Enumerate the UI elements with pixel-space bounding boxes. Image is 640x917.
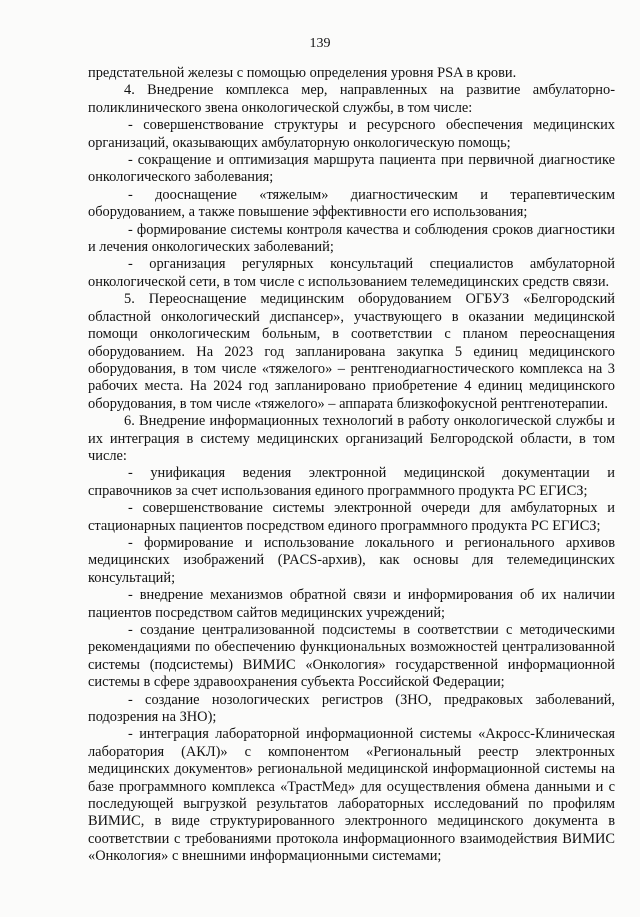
list-item: - создание нозологических регистров (ЗНО, предраковых заболеваний, подозрения на ЗНО);	[88, 691, 615, 726]
list-item: - дооснащение «тяжелым» диагностическим и терапевтическим оборудованием, а также повышение эффективности его использования;	[88, 186, 615, 221]
paragraph: 4. Внедрение комплекса мер, направленных на развитие амбулаторно-поликлинического звена онкологической службы, в том числе:	[88, 82, 615, 116]
list-item: - совершенствование системы электронной очереди для амбулаторных и стационарных пациентов посредством единого программного продукта РС ЕГИСЗ;	[88, 500, 615, 534]
list-item: - формирование системы контроля качества и соблюдения сроков диагностики и лечения онкологических заболеваний;	[88, 221, 615, 256]
list-item: - формирование и использование локального и регионального архивов медицинских изображений (PACS-архив), как основы для телемедицинских консультаций;	[88, 534, 615, 586]
list-item: - унификация ведения электронной медицинской документации и справочников за счет использования единого программного продукта РС ЕГИСЗ;	[88, 465, 615, 499]
document-body	[88, 65, 615, 866]
list-item: - внедрение механизмов обратной связи и информирования об их наличии пациентов посредством сайтов медицинских учреждений;	[88, 587, 615, 621]
list-item: - организация регулярных консультаций специалистов амбулаторной онкологической сети, в том числе с использованием телемедицинских средств связи.	[88, 256, 615, 290]
page-number: 139	[309, 36, 331, 51]
list-item: - создание централизованной подсистемы в соответствии с методическими рекомендациями по обеспечению функциональных возможностей централизованной системы (подсистемы) ВИМИС «Онкология» государственной информационной системы в сфере здравоохранения субъекта Российской Федерации;	[88, 622, 615, 691]
paragraph: 6. Внедрение информационных технологий в работу онкологической службы и их интеграция в систему медицинских организаций Белгородской области, в том числе:	[88, 413, 615, 464]
paragraph: предстательной железы с помощью определения уровня PSA в крови.	[88, 65, 517, 81]
list-item: - интеграция лабораторной информационной системы «Акросс-Клиническая лаборатория (АКЛ)» с компонентом «Региональный реестр электронных медицинских документов» региональной медицинской информационной системы на базе программного комплекса «ТрастМед» для осуществления обмена данными и с последующей выгрузкой результатов лабораторных исследований по профилям ВИМИС, в виде структурированного электронного медицинского документа в соответствии с требованиями протокола информационного взаимодействия ВИМИС «Онкология» с внешними информационными системами;	[88, 726, 615, 865]
paragraph: 5. Переоснащение медицинским оборудованием ОГБУЗ «Белгородский областной онкологический диспансер», участвующего в оказании медицинской помощи онкологическим больным, в соответствии с планом переоснащения оборудованием. На 2023 год запланирована закупка 5 единиц медицинского оборудования, в том числе «тяжелого» – рентгенодиагностического комплекса на 3 рабочих места. На 2024 год запланировано приобретение 4 единиц медицинского оборудования, в том числе «тяжелого» – аппарата близкофокусной рентгенотерапии.	[88, 291, 615, 412]
list-item: - сокращение и оптимизация маршрута пациента при первичной диагностике онкологического заболевания;	[88, 152, 615, 186]
list-item: - совершенствование структуры и ресурсного обеспечения медицинских организаций, оказывающих амбулаторную онкологическую помощь;	[88, 117, 615, 151]
